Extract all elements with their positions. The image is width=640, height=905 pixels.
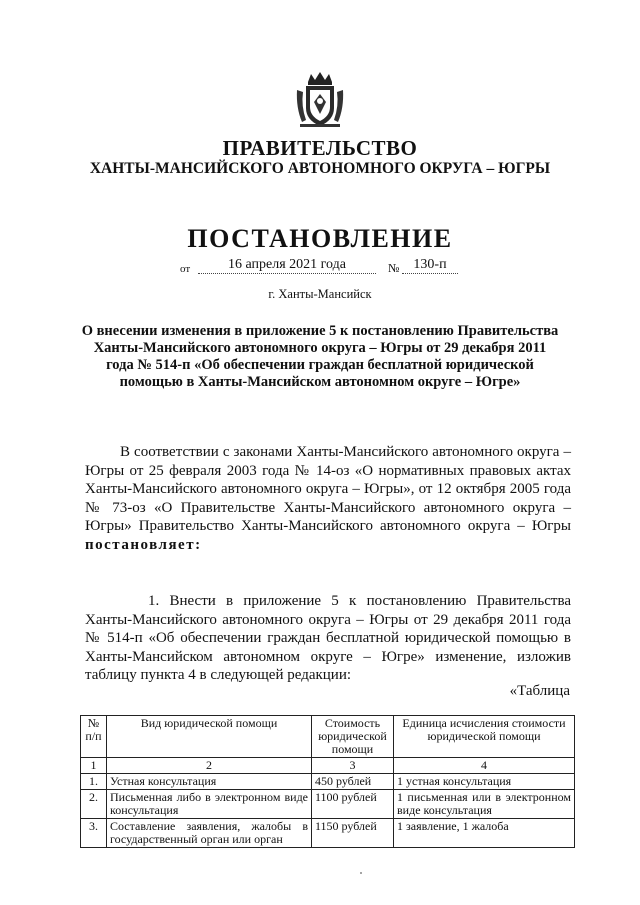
table-cell: 3. — [81, 819, 107, 848]
table-cell: 1 письменная или в электронном виде консультация — [394, 790, 575, 819]
table-caption: «Таблица — [509, 683, 570, 699]
document-subject: О внесении изменения в приложение 5 к постановлению Правительства Ханты-Мансийского автономного округа – Югры от 29 декабря 2011 года № 514-п «Об обеспечении граждан бесплатной юридической помощью в Ханты-Мансийском автономном округе – Югре» — [81, 323, 559, 390]
document-number: 130-п — [402, 257, 458, 274]
paragraph-item-1: 1. Внести в приложение 5 к постановлению Правительства Ханты-Мансийского автономного округа – Югры от 29 декабря 2011 года № 514-п «Об обеспечении граждан бесплатной юридической помощью в Ханты-Мансийском автономном округе – Югре» изменение, изложив таблицу пункта 4 в следующей редакции: — [85, 593, 571, 683]
date-number-line — [180, 257, 480, 279]
table-header-row — [81, 716, 575, 758]
city-line: г. Ханты-Мансийск — [268, 287, 372, 301]
table-row — [81, 774, 575, 790]
table-cell: Письменная либо в электронном виде консультация — [107, 790, 312, 819]
paragraph-basis — [85, 443, 571, 554]
legal-aid-table — [80, 715, 575, 848]
table-header-cell: № п/п — [81, 716, 107, 758]
table-cell: 1100 рублей — [312, 790, 394, 819]
table-cell: 3 — [312, 758, 394, 774]
table-row — [81, 819, 575, 848]
table-row — [81, 790, 575, 819]
table-cell: 2 — [107, 758, 312, 774]
number-prefix: № — [388, 261, 400, 275]
government-title: ПРАВИТЕЛЬСТВО — [222, 136, 418, 160]
table-cell: 4 — [394, 758, 575, 774]
table-header-cell: Вид юридической помощи — [107, 716, 312, 758]
table-cell: 2. — [81, 790, 107, 819]
date-prefix: от — [180, 263, 191, 275]
table-cell: 1 заявление, 1 жалоба — [394, 819, 575, 848]
paragraph-basis-text: В соответствии с законами Ханты-Мансийского автономного округа – Югры от 25 февраля 2003 года № 14-оз «О нормативных правовых актах Ханты-Мансийского автономного округа – Югры», от 12 октября 2005 года № 73-оз «О Правительстве Ханты-Мансийского автономного округа – Югры» Правительство Ханты-Мансийского автономного округа – Югры — [85, 444, 571, 534]
table-cell: 1 — [81, 758, 107, 774]
table-cell: Составление заявления, жалобы в государственный орган или орган — [107, 819, 312, 848]
government-region: ХАНТЫ-МАНСИЙСКОГО АВТОНОМНОГО ОКРУГА – ЮГРЫ — [89, 160, 551, 177]
document-type-title: ПОСТАНОВЛЕНИЕ — [187, 224, 453, 253]
table-cell: 450 рублей — [312, 774, 394, 790]
table-cell: 1. — [81, 774, 107, 790]
table-cell: 1150 рублей — [312, 819, 394, 848]
coat-of-arms-icon — [294, 70, 346, 130]
table-cell: 1 устная консультация — [394, 774, 575, 790]
document-date: 16 апреля 2021 года — [198, 257, 376, 274]
table-cell: Устная консультация — [107, 774, 312, 790]
table-numbering-row — [81, 758, 575, 774]
table-header-cell: Единица исчисления стоимости юридической помощи — [394, 716, 575, 758]
table-header-cell: Стоимость юридической помощи — [312, 716, 394, 758]
scan-speck — [360, 872, 362, 874]
decree-keyword: постановляет: — [85, 536, 202, 553]
